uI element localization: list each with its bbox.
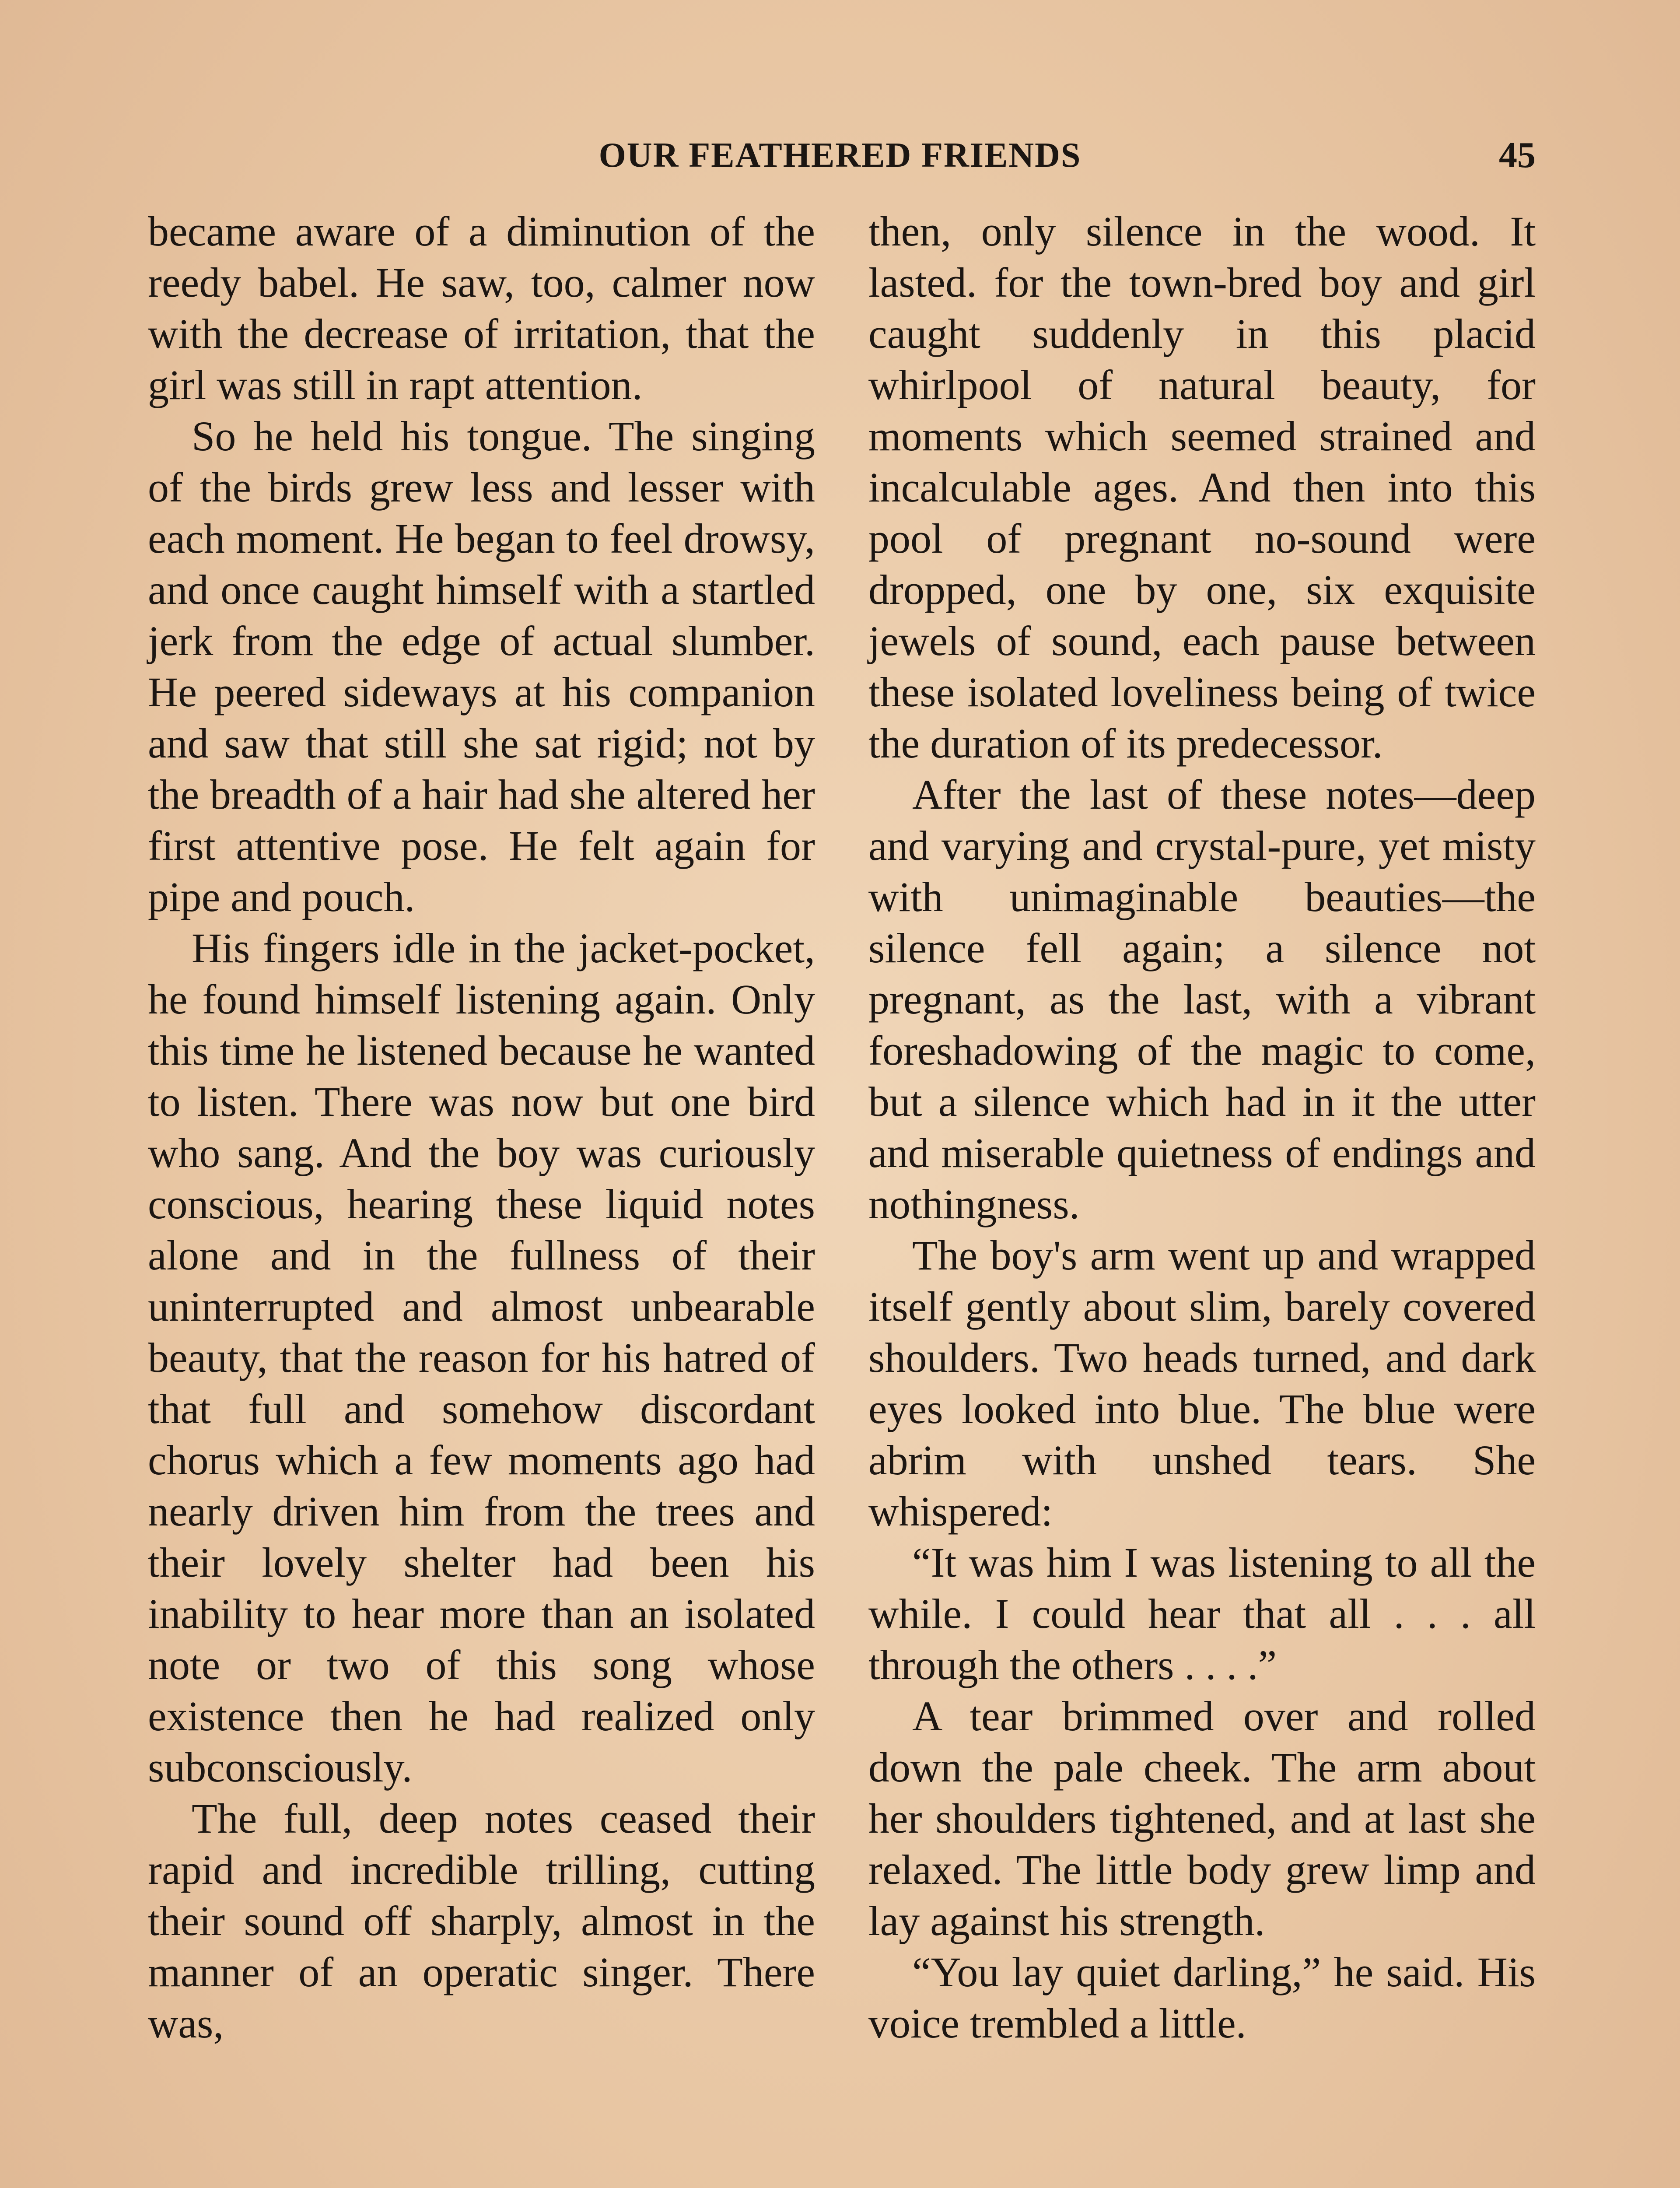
paragraph: So he held his tongue. The singing of the birds grew less and lesser with each moment. He began to feel drowsy, and once caught himself with a startled jerk from the edge of actual slumber. He peered sideways at his companion and saw that still she sat rigid; not by the breadth of a hair had she altered her first attentive pose. He felt again for pipe and pouch. (148, 413, 815, 920)
paragraph: After the last of these notes—deep and varying and crystal-pure, yet misty with unimaginable beauties—the silence fell again; a silence not pregnant, as the last, with a vibrant foreshadowing of the magic to come, but a silence which had in it the utter and miserable quietness of endings and nothingness. (868, 771, 1536, 1227)
paragraph: then, only silence in the wood. It lasted. for the town-bred boy and girl caught suddenly in this placid whirlpool of natural beauty, for moments which seemed strained and incalculable ages. And then into this pool of pregnant no-sound were dropped, one by one, six exquisite jewels of sound, each pause between these isolated loveliness being of twice the duration of its predecessor. (868, 208, 1536, 767)
paragraph: A tear brimmed over and rolled down the pale cheek. The arm about her shoulders tightened, and at last she relaxed. The little body grew limp and lay against his strength. (868, 1693, 1536, 1944)
left-text-column (148, 206, 815, 2049)
paragraph: “It was him I was listening to all the while. I could hear that all . . . all through the others . . . .” (868, 1539, 1536, 1688)
right-text-column (868, 206, 1536, 2049)
page-number: 45 (1499, 135, 1536, 175)
running-title: OUR FEATHERED FRIENDS (598, 136, 1082, 175)
paragraph: His fingers idle in the jacket-pocket, he found himself listening again. Only this time he listened because he wanted to listen. There was now but one bird who sang. And the boy was curiously conscious, hearing these liquid notes alone and in the fullness of their uninterrupted and almost unbearable beauty, that the reason for his hatred of that full and somehow discordant chorus which a few moments ago had nearly driven him from the trees and their lovely shelter had been his inability to hear more than an isolated note or two of this song whose existence then he had realized only subconsciously. (148, 925, 815, 1791)
paragraph: The full, deep notes ceased their rapid and incredible trilling, cutting their sound off sharply, almost in the manner of an operatic singer. There was, (148, 1795, 815, 2047)
page-header (144, 131, 1536, 179)
paragraph: “You lay quiet darling,” he said. His voice trembled a little. (868, 1949, 1536, 2047)
paragraph: became aware of a diminution of the reedy babel. He saw, too, calmer now with the decrease of irritation, that the girl was still in rapt attention. (148, 208, 815, 408)
paragraph: The boy's arm went up and wrapped itself gently about slim, barely covered shoulders. Two heads turned, and dark eyes looked into blue. The blue were abrim with unshed tears. She whispered: (868, 1232, 1536, 1535)
